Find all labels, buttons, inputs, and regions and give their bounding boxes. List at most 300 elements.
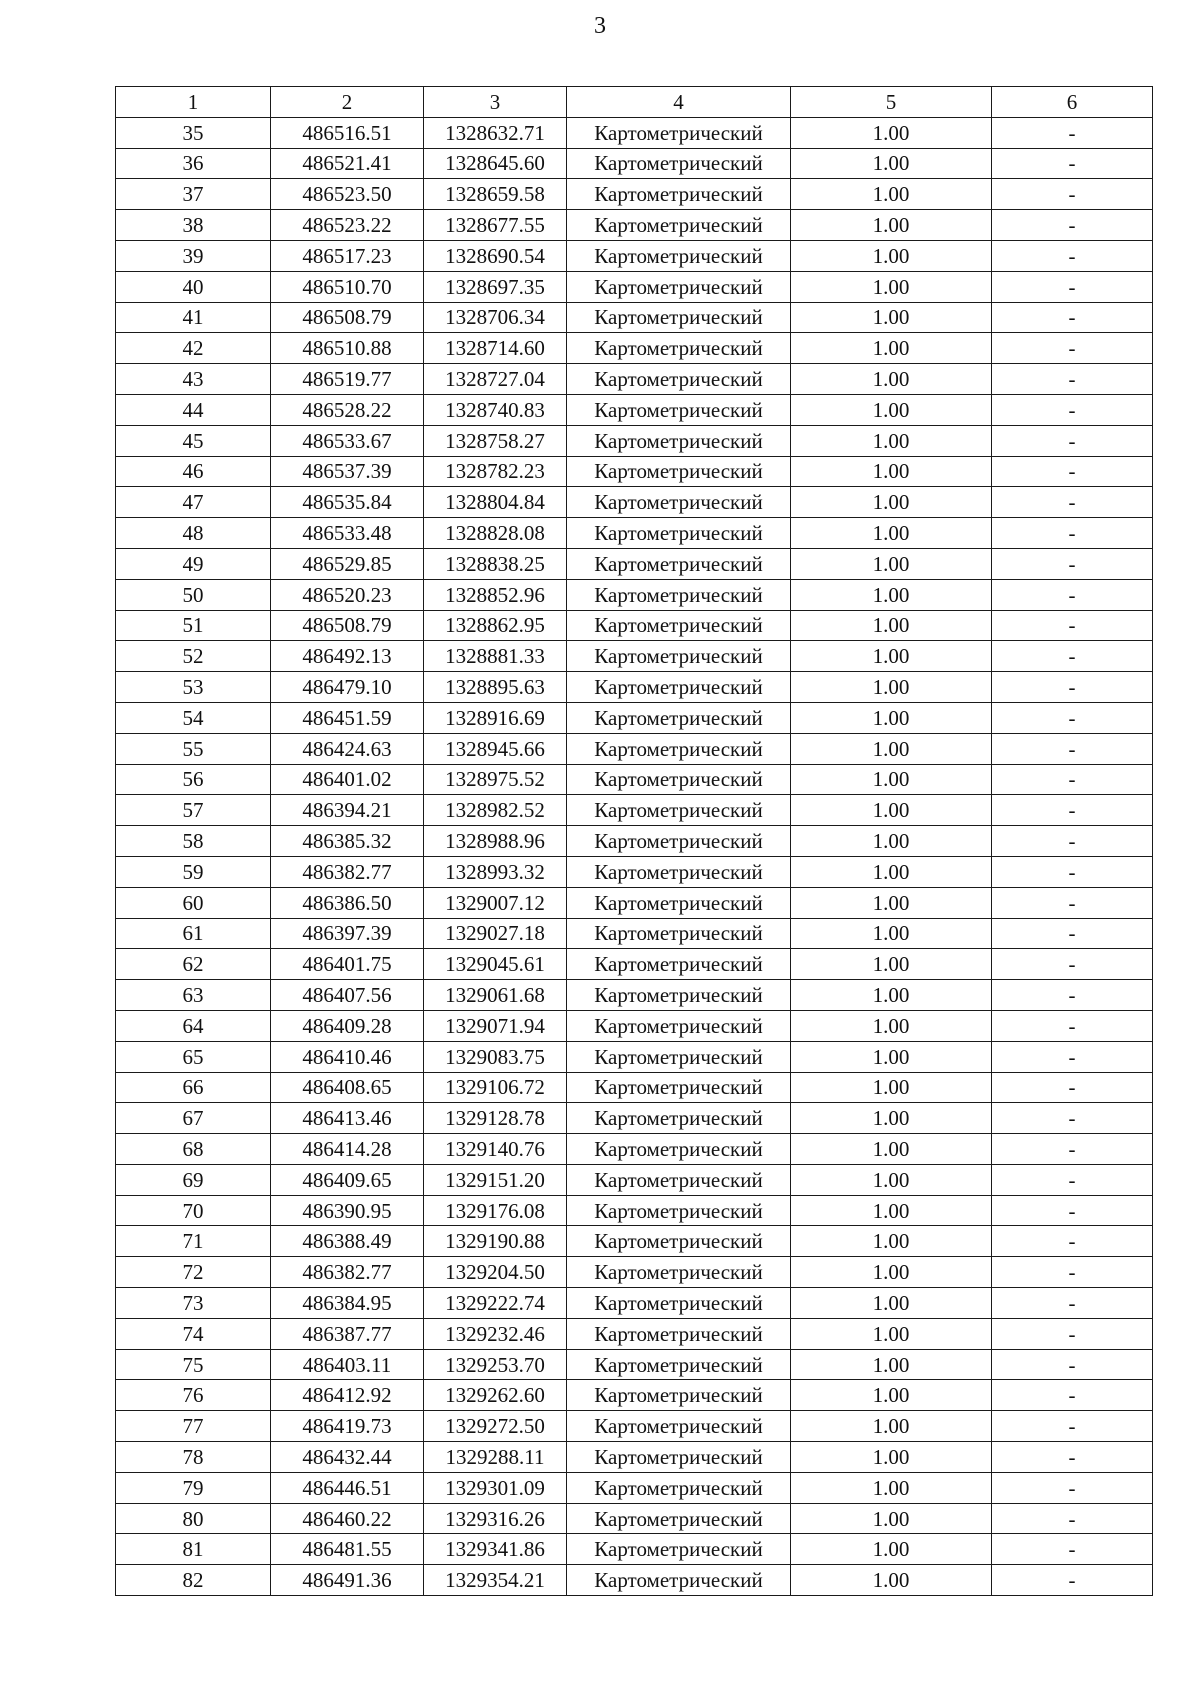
accuracy-cell: 1.00 — [791, 980, 992, 1011]
table-row — [116, 1472, 1153, 1503]
accuracy-cell: 1.00 — [791, 487, 992, 518]
y-coordinate-cell: 1328632.71 — [424, 117, 567, 148]
accuracy-cell: 1.00 — [791, 672, 992, 703]
point-number-cell: 57 — [116, 795, 271, 826]
y-coordinate-cell: 1329128.78 — [424, 1103, 567, 1134]
y-coordinate-cell: 1329253.70 — [424, 1349, 567, 1380]
table-row — [116, 1318, 1153, 1349]
accuracy-cell: 1.00 — [791, 610, 992, 641]
table-row — [116, 1380, 1153, 1411]
table-row — [116, 579, 1153, 610]
accuracy-cell: 1.00 — [791, 1288, 992, 1319]
table-row — [116, 641, 1153, 672]
table-row — [116, 702, 1153, 733]
y-coordinate-cell: 1329288.11 — [424, 1442, 567, 1473]
point-number-cell: 80 — [116, 1503, 271, 1534]
point-number-cell: 39 — [116, 240, 271, 271]
accuracy-cell: 1.00 — [791, 1164, 992, 1195]
y-coordinate-cell: 1328804.84 — [424, 487, 567, 518]
method-cell: Картометрический — [567, 826, 791, 857]
note-cell: - — [992, 394, 1153, 425]
method-cell: Картометрический — [567, 1257, 791, 1288]
accuracy-cell: 1.00 — [791, 1411, 992, 1442]
point-number-cell: 75 — [116, 1349, 271, 1380]
table-row — [116, 610, 1153, 641]
table-row — [116, 1072, 1153, 1103]
table-row — [116, 1195, 1153, 1226]
method-cell: Картометрический — [567, 210, 791, 241]
x-coordinate-cell: 486523.22 — [271, 210, 424, 241]
table-row — [116, 1288, 1153, 1319]
point-number-cell: 64 — [116, 1010, 271, 1041]
method-cell: Картометрический — [567, 1349, 791, 1380]
x-coordinate-cell: 486385.32 — [271, 826, 424, 857]
note-cell: - — [992, 240, 1153, 271]
x-coordinate-cell: 486481.55 — [271, 1534, 424, 1565]
point-number-cell: 63 — [116, 980, 271, 1011]
x-coordinate-cell: 486387.77 — [271, 1318, 424, 1349]
accuracy-cell: 1.00 — [791, 795, 992, 826]
note-cell: - — [992, 764, 1153, 795]
note-cell: - — [992, 949, 1153, 980]
accuracy-cell: 1.00 — [791, 856, 992, 887]
y-coordinate-cell: 1329190.88 — [424, 1226, 567, 1257]
x-coordinate-cell: 486390.95 — [271, 1195, 424, 1226]
note-cell: - — [992, 795, 1153, 826]
method-cell: Картометрический — [567, 1103, 791, 1134]
y-coordinate-cell: 1329316.26 — [424, 1503, 567, 1534]
table-row — [116, 210, 1153, 241]
point-number-cell: 68 — [116, 1134, 271, 1165]
table-row — [116, 487, 1153, 518]
y-coordinate-cell: 1328982.52 — [424, 795, 567, 826]
y-coordinate-cell: 1329027.18 — [424, 918, 567, 949]
note-cell: - — [992, 1503, 1153, 1534]
table-row — [116, 1349, 1153, 1380]
table-row — [116, 1503, 1153, 1534]
method-cell: Картометрический — [567, 1442, 791, 1473]
note-cell: - — [992, 1288, 1153, 1319]
y-coordinate-cell: 1329341.86 — [424, 1534, 567, 1565]
point-number-cell: 44 — [116, 394, 271, 425]
table-row — [116, 826, 1153, 857]
method-cell: Картометрический — [567, 1072, 791, 1103]
x-coordinate-cell: 486535.84 — [271, 487, 424, 518]
point-number-cell: 70 — [116, 1195, 271, 1226]
note-cell: - — [992, 672, 1153, 703]
note-cell: - — [992, 117, 1153, 148]
y-coordinate-cell: 1329140.76 — [424, 1134, 567, 1165]
accuracy-cell: 1.00 — [791, 1195, 992, 1226]
table-row — [116, 1565, 1153, 1596]
page-number: 3 — [594, 13, 606, 39]
table-row — [116, 1134, 1153, 1165]
y-coordinate-cell: 1328895.63 — [424, 672, 567, 703]
method-cell: Картометрический — [567, 702, 791, 733]
accuracy-cell: 1.00 — [791, 949, 992, 980]
y-coordinate-cell: 1329272.50 — [424, 1411, 567, 1442]
point-number-cell: 52 — [116, 641, 271, 672]
note-cell: - — [992, 641, 1153, 672]
accuracy-cell: 1.00 — [791, 1318, 992, 1349]
point-number-cell: 42 — [116, 333, 271, 364]
table-row — [116, 672, 1153, 703]
note-cell: - — [992, 826, 1153, 857]
accuracy-cell: 1.00 — [791, 271, 992, 302]
x-coordinate-cell: 486419.73 — [271, 1411, 424, 1442]
point-number-cell: 69 — [116, 1164, 271, 1195]
y-coordinate-cell: 1329045.61 — [424, 949, 567, 980]
y-coordinate-cell: 1328838.25 — [424, 548, 567, 579]
y-coordinate-cell: 1328740.83 — [424, 394, 567, 425]
y-coordinate-cell: 1328706.34 — [424, 302, 567, 333]
note-cell: - — [992, 548, 1153, 579]
x-coordinate-cell: 486528.22 — [271, 394, 424, 425]
note-cell: - — [992, 1195, 1153, 1226]
note-cell: - — [992, 1041, 1153, 1072]
x-coordinate-cell: 486492.13 — [271, 641, 424, 672]
x-coordinate-cell: 486533.67 — [271, 425, 424, 456]
method-cell: Картометрический — [567, 579, 791, 610]
method-cell: Картометрический — [567, 179, 791, 210]
point-number-cell: 48 — [116, 518, 271, 549]
x-coordinate-cell: 486397.39 — [271, 918, 424, 949]
note-cell: - — [992, 1380, 1153, 1411]
accuracy-cell: 1.00 — [791, 333, 992, 364]
note-cell: - — [992, 918, 1153, 949]
note-cell: - — [992, 733, 1153, 764]
point-number-cell: 35 — [116, 117, 271, 148]
x-coordinate-cell: 486446.51 — [271, 1472, 424, 1503]
note-cell: - — [992, 887, 1153, 918]
y-coordinate-cell: 1329151.20 — [424, 1164, 567, 1195]
point-number-cell: 41 — [116, 302, 271, 333]
method-cell: Картометрический — [567, 1164, 791, 1195]
method-cell: Картометрический — [567, 918, 791, 949]
accuracy-cell: 1.00 — [791, 579, 992, 610]
table-row — [116, 1226, 1153, 1257]
table-row — [116, 148, 1153, 179]
column-header-5: 5 — [791, 87, 992, 118]
method-cell: Картометрический — [567, 887, 791, 918]
y-coordinate-cell: 1328690.54 — [424, 240, 567, 271]
note-cell: - — [992, 487, 1153, 518]
note-cell: - — [992, 1472, 1153, 1503]
point-number-cell: 71 — [116, 1226, 271, 1257]
x-coordinate-cell: 486537.39 — [271, 456, 424, 487]
y-coordinate-cell: 1329007.12 — [424, 887, 567, 918]
x-coordinate-cell: 486382.77 — [271, 1257, 424, 1288]
note-cell: - — [992, 179, 1153, 210]
method-cell: Картометрический — [567, 1195, 791, 1226]
method-cell: Картометрический — [567, 856, 791, 887]
point-number-cell: 65 — [116, 1041, 271, 1072]
method-cell: Картометрический — [567, 1318, 791, 1349]
method-cell: Картометрический — [567, 980, 791, 1011]
x-coordinate-cell: 486432.44 — [271, 1442, 424, 1473]
method-cell: Картометрический — [567, 1534, 791, 1565]
note-cell: - — [992, 1442, 1153, 1473]
method-cell: Картометрический — [567, 1288, 791, 1319]
note-cell: - — [992, 856, 1153, 887]
table-row — [116, 764, 1153, 795]
note-cell: - — [992, 302, 1153, 333]
accuracy-cell: 1.00 — [791, 548, 992, 579]
note-cell: - — [992, 425, 1153, 456]
x-coordinate-cell: 486407.56 — [271, 980, 424, 1011]
table-row — [116, 1164, 1153, 1195]
x-coordinate-cell: 486408.65 — [271, 1072, 424, 1103]
method-cell: Картометрический — [567, 1041, 791, 1072]
accuracy-cell: 1.00 — [791, 1503, 992, 1534]
point-number-cell: 77 — [116, 1411, 271, 1442]
method-cell: Картометрический — [567, 333, 791, 364]
x-coordinate-cell: 486523.50 — [271, 179, 424, 210]
x-coordinate-cell: 486414.28 — [271, 1134, 424, 1165]
point-number-cell: 51 — [116, 610, 271, 641]
accuracy-cell: 1.00 — [791, 425, 992, 456]
note-cell: - — [992, 1072, 1153, 1103]
note-cell: - — [992, 1411, 1153, 1442]
point-number-cell: 40 — [116, 271, 271, 302]
accuracy-cell: 1.00 — [791, 518, 992, 549]
x-coordinate-cell: 486424.63 — [271, 733, 424, 764]
table-row — [116, 456, 1153, 487]
accuracy-cell: 1.00 — [791, 764, 992, 795]
table-row — [116, 333, 1153, 364]
column-header-4: 4 — [567, 87, 791, 118]
method-cell: Картометрический — [567, 1472, 791, 1503]
note-cell: - — [992, 579, 1153, 610]
accuracy-cell: 1.00 — [791, 302, 992, 333]
table-row — [116, 117, 1153, 148]
y-coordinate-cell: 1329071.94 — [424, 1010, 567, 1041]
point-number-cell: 47 — [116, 487, 271, 518]
point-number-cell: 58 — [116, 826, 271, 857]
x-coordinate-cell: 486401.02 — [271, 764, 424, 795]
y-coordinate-cell: 1328945.66 — [424, 733, 567, 764]
y-coordinate-cell: 1328852.96 — [424, 579, 567, 610]
coordinates-table — [115, 86, 1153, 1596]
method-cell: Картометрический — [567, 487, 791, 518]
accuracy-cell: 1.00 — [791, 394, 992, 425]
y-coordinate-cell: 1328758.27 — [424, 425, 567, 456]
method-cell: Картометрический — [567, 1411, 791, 1442]
table-row — [116, 1534, 1153, 1565]
point-number-cell: 62 — [116, 949, 271, 980]
note-cell: - — [992, 1134, 1153, 1165]
accuracy-cell: 1.00 — [791, 1534, 992, 1565]
accuracy-cell: 1.00 — [791, 1472, 992, 1503]
y-coordinate-cell: 1328975.52 — [424, 764, 567, 795]
method-cell: Картометрический — [567, 117, 791, 148]
point-number-cell: 45 — [116, 425, 271, 456]
note-cell: - — [992, 1534, 1153, 1565]
method-cell: Картометрический — [567, 949, 791, 980]
table-row — [116, 1411, 1153, 1442]
x-coordinate-cell: 486533.48 — [271, 518, 424, 549]
note-cell: - — [992, 1349, 1153, 1380]
table-row — [116, 1103, 1153, 1134]
x-coordinate-cell: 486410.46 — [271, 1041, 424, 1072]
y-coordinate-cell: 1329106.72 — [424, 1072, 567, 1103]
x-coordinate-cell: 486519.77 — [271, 364, 424, 395]
accuracy-cell: 1.00 — [791, 179, 992, 210]
table-row — [116, 240, 1153, 271]
point-number-cell: 53 — [116, 672, 271, 703]
x-coordinate-cell: 486521.41 — [271, 148, 424, 179]
y-coordinate-cell: 1328714.60 — [424, 333, 567, 364]
x-coordinate-cell: 486388.49 — [271, 1226, 424, 1257]
accuracy-cell: 1.00 — [791, 1349, 992, 1380]
x-coordinate-cell: 486491.36 — [271, 1565, 424, 1596]
method-cell: Картометрический — [567, 364, 791, 395]
note-cell: - — [992, 271, 1153, 302]
note-cell: - — [992, 210, 1153, 241]
x-coordinate-cell: 486510.70 — [271, 271, 424, 302]
accuracy-cell: 1.00 — [791, 1041, 992, 1072]
accuracy-cell: 1.00 — [791, 918, 992, 949]
method-cell: Картометрический — [567, 302, 791, 333]
point-number-cell: 67 — [116, 1103, 271, 1134]
accuracy-cell: 1.00 — [791, 1010, 992, 1041]
y-coordinate-cell: 1328697.35 — [424, 271, 567, 302]
y-coordinate-cell: 1328677.55 — [424, 210, 567, 241]
point-number-cell: 49 — [116, 548, 271, 579]
accuracy-cell: 1.00 — [791, 887, 992, 918]
method-cell: Картометрический — [567, 1380, 791, 1411]
x-coordinate-cell: 486479.10 — [271, 672, 424, 703]
x-coordinate-cell: 486409.28 — [271, 1010, 424, 1041]
y-coordinate-cell: 1328645.60 — [424, 148, 567, 179]
x-coordinate-cell: 486413.46 — [271, 1103, 424, 1134]
method-cell: Картометрический — [567, 764, 791, 795]
note-cell: - — [992, 456, 1153, 487]
note-cell: - — [992, 1318, 1153, 1349]
table-row — [116, 394, 1153, 425]
method-cell: Картометрический — [567, 641, 791, 672]
table-row — [116, 795, 1153, 826]
table-row — [116, 856, 1153, 887]
point-number-cell: 82 — [116, 1565, 271, 1596]
table-row — [116, 364, 1153, 395]
note-cell: - — [992, 1226, 1153, 1257]
method-cell: Картометрический — [567, 795, 791, 826]
table-row — [116, 1257, 1153, 1288]
point-number-cell: 38 — [116, 210, 271, 241]
point-number-cell: 76 — [116, 1380, 271, 1411]
accuracy-cell: 1.00 — [791, 1380, 992, 1411]
x-coordinate-cell: 486384.95 — [271, 1288, 424, 1319]
table-header-row — [116, 87, 1153, 118]
accuracy-cell: 1.00 — [791, 1072, 992, 1103]
y-coordinate-cell: 1329222.74 — [424, 1288, 567, 1319]
x-coordinate-cell: 486460.22 — [271, 1503, 424, 1534]
x-coordinate-cell: 486409.65 — [271, 1164, 424, 1195]
x-coordinate-cell: 486386.50 — [271, 887, 424, 918]
method-cell: Картометрический — [567, 672, 791, 703]
table-body — [116, 87, 1153, 1596]
point-number-cell: 59 — [116, 856, 271, 887]
table-row — [116, 918, 1153, 949]
y-coordinate-cell: 1328782.23 — [424, 456, 567, 487]
accuracy-cell: 1.00 — [791, 240, 992, 271]
y-coordinate-cell: 1328881.33 — [424, 641, 567, 672]
table-row — [116, 1041, 1153, 1072]
method-cell: Картометрический — [567, 1565, 791, 1596]
method-cell: Картометрический — [567, 425, 791, 456]
point-number-cell: 43 — [116, 364, 271, 395]
x-coordinate-cell: 486508.79 — [271, 610, 424, 641]
y-coordinate-cell: 1329354.21 — [424, 1565, 567, 1596]
accuracy-cell: 1.00 — [791, 641, 992, 672]
accuracy-cell: 1.00 — [791, 702, 992, 733]
column-header-6: 6 — [992, 87, 1153, 118]
accuracy-cell: 1.00 — [791, 210, 992, 241]
y-coordinate-cell: 1328862.95 — [424, 610, 567, 641]
column-header-2: 2 — [271, 87, 424, 118]
x-coordinate-cell: 486529.85 — [271, 548, 424, 579]
y-coordinate-cell: 1328828.08 — [424, 518, 567, 549]
y-coordinate-cell: 1329232.46 — [424, 1318, 567, 1349]
note-cell: - — [992, 1257, 1153, 1288]
point-number-cell: 36 — [116, 148, 271, 179]
method-cell: Картометрический — [567, 548, 791, 579]
point-number-cell: 60 — [116, 887, 271, 918]
table-row — [116, 1442, 1153, 1473]
x-coordinate-cell: 486403.11 — [271, 1349, 424, 1380]
accuracy-cell: 1.00 — [791, 456, 992, 487]
table-row — [116, 425, 1153, 456]
accuracy-cell: 1.00 — [791, 826, 992, 857]
accuracy-cell: 1.00 — [791, 364, 992, 395]
point-number-cell: 37 — [116, 179, 271, 210]
method-cell: Картометрический — [567, 1010, 791, 1041]
method-cell: Картометрический — [567, 456, 791, 487]
x-coordinate-cell: 486401.75 — [271, 949, 424, 980]
note-cell: - — [992, 333, 1153, 364]
y-coordinate-cell: 1329262.60 — [424, 1380, 567, 1411]
x-coordinate-cell: 486508.79 — [271, 302, 424, 333]
y-coordinate-cell: 1329061.68 — [424, 980, 567, 1011]
note-cell: - — [992, 1010, 1153, 1041]
table-row — [116, 887, 1153, 918]
note-cell: - — [992, 518, 1153, 549]
note-cell: - — [992, 702, 1153, 733]
column-header-3: 3 — [424, 87, 567, 118]
accuracy-cell: 1.00 — [791, 117, 992, 148]
method-cell: Картометрический — [567, 610, 791, 641]
method-cell: Картометрический — [567, 1134, 791, 1165]
accuracy-cell: 1.00 — [791, 1103, 992, 1134]
accuracy-cell: 1.00 — [791, 1565, 992, 1596]
column-header-1: 1 — [116, 87, 271, 118]
method-cell: Картометрический — [567, 518, 791, 549]
method-cell: Картометрический — [567, 148, 791, 179]
point-number-cell: 55 — [116, 733, 271, 764]
accuracy-cell: 1.00 — [791, 1134, 992, 1165]
point-number-cell: 54 — [116, 702, 271, 733]
table-row — [116, 518, 1153, 549]
y-coordinate-cell: 1328988.96 — [424, 826, 567, 857]
table-row — [116, 271, 1153, 302]
y-coordinate-cell: 1328659.58 — [424, 179, 567, 210]
method-cell: Картометрический — [567, 733, 791, 764]
y-coordinate-cell: 1328993.32 — [424, 856, 567, 887]
x-coordinate-cell: 486394.21 — [271, 795, 424, 826]
note-cell: - — [992, 980, 1153, 1011]
note-cell: - — [992, 1565, 1153, 1596]
